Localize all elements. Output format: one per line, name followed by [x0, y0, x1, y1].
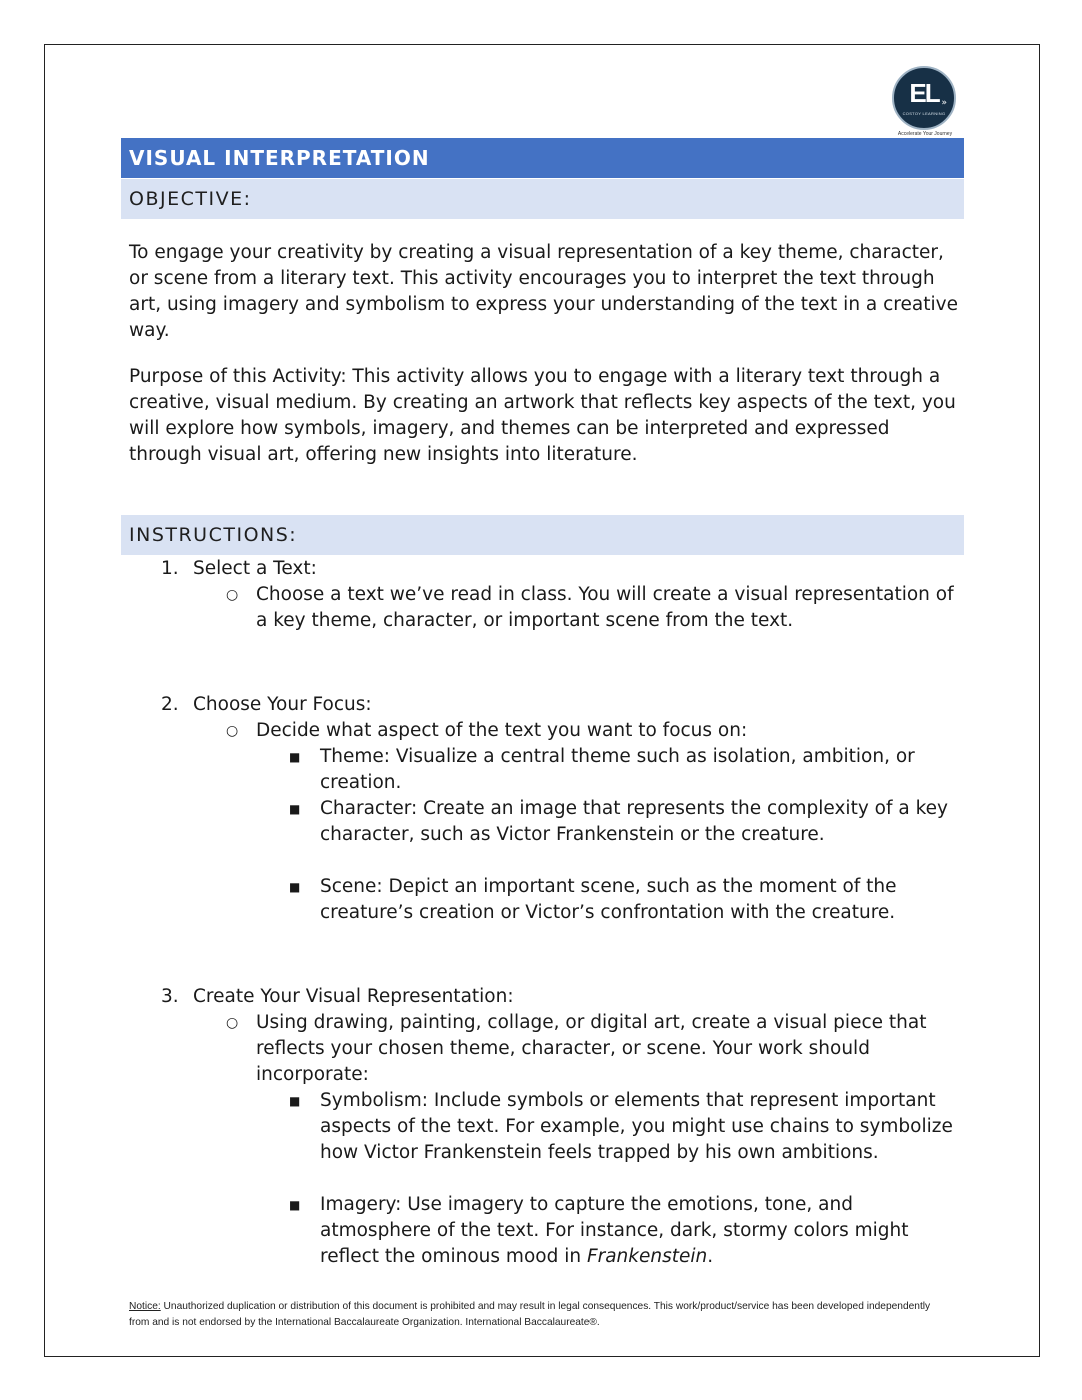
list-item — [161, 984, 514, 1010]
sub-point: Character: Create an image that represents the complexity of a key character, such as Victor Frankenstein or the creature. — [320, 798, 948, 845]
sub-point: Symbolism: Include symbols or elements that represent important aspects of the text. For example, you might use chains to symbolize how Victor Frankenstein feels trapped by his own ambitions. — [320, 1090, 953, 1163]
objective-paragraph: To engage your creativity by creating a visual representation of a key theme, character, or scene from a literary text. This activity encourages you to interpret the text through art, using imagery and symbolism to express your understanding of the text in a creative way. — [129, 242, 958, 341]
item-title: Create Your Visual Representation: — [193, 986, 514, 1007]
sub-point: Theme: Visualize a central theme such as isolation, ambition, or creation. — [320, 746, 915, 793]
italic-title: Frankenstein — [586, 1246, 708, 1267]
purpose-paragraph: Purpose of this Activity: This activity allows you to engage with a literary text through a creative, visual medium. By creating an artwork that reflects key aspects of the text, you will explore how symbols, imagery, and themes can be interpreted and expressed through visual art, offering new insights into literature. — [129, 366, 956, 465]
item-title: Choose Your Focus: — [193, 694, 372, 715]
page-title: VISUAL INTERPRETATION — [121, 138, 964, 178]
logo-tagline: Accelerate Your Journey — [897, 131, 953, 137]
logo-name: COSTOY LEARNING — [902, 111, 946, 116]
notice-text: Unauthorized duplication or distribution of this document is prohibited and may result in legal consequences. This work/product/service has been developed independently from and is not endorsed by the International Baccalaureate Organization. International Baccalaureate®. — [129, 1301, 931, 1328]
logo-letters: EL — [909, 78, 939, 108]
notice-footer — [129, 1299, 949, 1331]
item-title: Select a Text: — [193, 558, 317, 579]
list-item — [161, 556, 317, 582]
sub-item: Decide what aspect of the text you want to focus on: — [256, 720, 748, 741]
end-punctuation: . — [707, 1246, 714, 1267]
circle-bullet-icon: ○ — [226, 1015, 239, 1031]
circle-bullet-icon: ○ — [226, 587, 239, 603]
objective-heading: OBJECTIVE: — [121, 179, 964, 219]
sub-item: Using drawing, painting, collage, or digital art, create a visual piece that reflects your chosen theme, character, or scene. Your work should incorporate: — [256, 1012, 927, 1085]
square-bullet-icon: ■ — [289, 802, 301, 816]
instructions-heading: INSTRUCTIONS: — [121, 515, 964, 555]
square-bullet-icon: ■ — [289, 1094, 301, 1108]
item-number: 2. — [161, 694, 179, 715]
sub-item: Choose a text we’ve read in class. You will create a visual representation of a key theme, character, or important scene from the text. — [256, 584, 954, 631]
notice-label: Notice: — [129, 1301, 161, 1312]
sub-point — [320, 1192, 960, 1270]
square-bullet-icon: ■ — [289, 1198, 301, 1212]
sub-point: Scene: Depict an important scene, such as the moment of the creature’s creation or Victor’s confrontation with the creature. — [320, 876, 897, 923]
square-bullet-icon: ■ — [289, 880, 301, 894]
logo-arrow-icon: » — [941, 98, 947, 108]
item-number: 3. — [161, 986, 179, 1007]
list-item — [161, 692, 372, 718]
logo — [892, 66, 956, 130]
square-bullet-icon: ■ — [289, 750, 301, 764]
circle-bullet-icon: ○ — [226, 723, 239, 739]
sub-point-text: Imagery: Use imagery to capture the emotions, tone, and atmosphere of the text. For instance, dark, stormy colors might reflect the ominous mood in — [320, 1194, 909, 1267]
item-number: 1. — [161, 558, 179, 579]
